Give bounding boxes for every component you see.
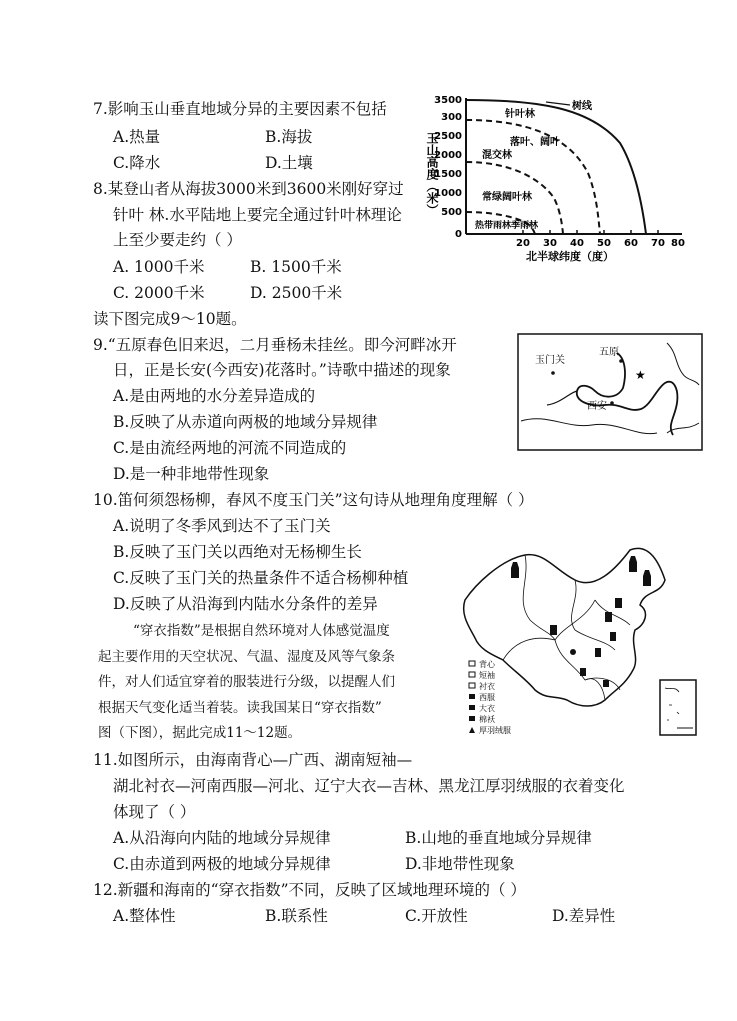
label-evergreen: 常绿阔叶林 (482, 192, 532, 203)
q7-option-c: C.降水 (113, 154, 161, 172)
label-wuyuan: 五原 (599, 347, 619, 358)
q7-option-d: D.土壤 (265, 154, 313, 172)
yumenguan-dot (551, 371, 555, 375)
q12-option-a: A.整体性 (113, 907, 176, 925)
q8-option-b: B. 1500千米 (250, 258, 342, 276)
q9-option-c: C.是由流经两地的河流不同造成的 (113, 439, 347, 457)
x-tick: 20 (516, 238, 530, 249)
y-tick: 2000 (434, 150, 462, 161)
q8-option-d: D. 2500千米 (250, 284, 343, 302)
wuyuan-xian-map (517, 333, 703, 451)
treeline-curve (466, 100, 646, 234)
q10-option-a: A.说明了冬季风到达不了玉门关 (113, 517, 331, 535)
legend-icon (469, 727, 475, 733)
passage-line1: “穿衣指数”是根据自然环境对人体感觉温度 (133, 623, 390, 639)
q8-option-a: A. 1000千米 (113, 258, 205, 276)
x-tick: 50 (597, 238, 611, 249)
legend-item: 大衣 (479, 704, 495, 713)
q11-line2: 湖北衬衣—河南西服—河北、辽宁大衣—吉林、黑龙江厚羽绒服的衣着变化 (113, 777, 625, 795)
y-tick: 3500 (434, 95, 462, 106)
intro-9-10: 读下图完成9～10题。 (93, 310, 247, 328)
label-yumenguan: 玉门关 (535, 355, 565, 366)
legend-icon (469, 705, 475, 710)
yushan-xlabel: 北半球纬度（度） (526, 250, 614, 263)
q11-line1: 11.如图所示，由海南背心—广西、湖南短袖— (93, 751, 413, 769)
x-tick: 30 (543, 238, 557, 249)
y-tick: 1500 (434, 169, 462, 180)
china-clothing-index-map (455, 540, 700, 745)
q10-option-c: C.反映了玉门关的热量条件不适合杨柳种植 (113, 569, 409, 587)
q11-option-b: B.山地的垂直地域分异规律 (405, 829, 592, 847)
beijing-star-icon: ★ (635, 368, 646, 382)
q10-option-b: B.反映了玉门关以西绝对无杨柳生长 (113, 543, 362, 561)
label-treeline: 树线 (572, 101, 592, 112)
passage-line4: 根据天气变化适当着装。读我国某日“穿衣指数” (98, 700, 382, 716)
legend-item: 短袖 (479, 671, 495, 680)
y-tick: 500 (441, 207, 462, 218)
y-tick: 0 (455, 229, 462, 240)
q8-line1: 8.某登山者从海拔3000米到3600米刚好穿过 (93, 180, 404, 198)
legend-icon (469, 716, 475, 721)
q9-line2: 日，正是长安(今西安)花落时。”诗歌中描述的现象 (113, 361, 451, 379)
q10-option-d: D.反映了从沿海到内陆水分条件的差异 (113, 595, 378, 613)
x-tick: 70 (651, 238, 665, 249)
clothing-legend (469, 659, 511, 735)
y-tick: 2500 (434, 131, 462, 142)
legend-icon (469, 661, 475, 666)
passage-line2: 起主要作用的天空状况、气温、湿度及风等气象条 (98, 649, 395, 665)
label-conifer: 针叶林 (505, 109, 535, 120)
x-tick: 60 (624, 238, 638, 249)
q9-option-d: D.是一种非地带性现象 (113, 465, 270, 483)
x-tick: 40 (570, 238, 584, 249)
legend-item: 背心 (479, 660, 495, 669)
legend-item: 西服 (479, 693, 495, 702)
legend-item: 厚羽绒服 (479, 726, 511, 735)
q8-option-c: C. 2000千米 (113, 284, 205, 302)
legend-icon (469, 683, 475, 688)
label-mixed1: 落叶、阔叶 (510, 137, 560, 148)
label-mixed2: 混交林 (482, 150, 512, 161)
wuyuan-dot (619, 359, 623, 363)
xian-dot (610, 401, 614, 405)
q7-stem: 7.影响玉山垂直地域分异的主要因素不包括 (93, 100, 387, 118)
q9-line1: 9.“五原春色旧来迟，二月垂杨未挂丝。即今河畔冰开 (93, 336, 457, 354)
q11-option-d: D.非地带性现象 (405, 855, 515, 873)
y-tick: 1000 (434, 188, 462, 199)
q7-option-b: B.海拔 (265, 128, 313, 146)
y-tick: 300 (441, 112, 462, 123)
legend-icon (469, 694, 475, 699)
q7-option-a: A.热量 (113, 128, 161, 146)
q8-line3: 上至少要走约（ ） (113, 231, 242, 249)
q11-line3: 体现了（ ） (113, 803, 196, 821)
passage-line5: 图（下图），据此完成11～12题。 (98, 725, 302, 741)
passage-line3: 件，对人们适宜穿着的服装进行分级，以提醒人们 (98, 674, 395, 690)
x-tick: 80 (671, 238, 685, 249)
q9-option-a: A.是由两地的水分差异造成的 (113, 387, 316, 405)
q11-option-a: A.从沿海向内陆的地域分异规律 (113, 829, 331, 847)
yushan-zonation-diagram (420, 88, 692, 268)
treeline-pointer (546, 102, 570, 105)
q12-option-b: B.联系性 (265, 907, 328, 925)
yushan-ylabel: 玉山高度（米） (425, 132, 439, 216)
q12-option-c: C.开放性 (405, 907, 468, 925)
q8-line2: 针叶 林.水平陆地上要完全通过针叶林理论 (113, 206, 402, 224)
q12-stem: 12.新疆和海南的“穿衣指数”不同，反映了区域地理环境的（ ） (93, 881, 526, 899)
q9-option-b: B.反映了从赤道向两极的地域分异规律 (113, 413, 378, 431)
label-rainforest: 热带雨林季雨林 (475, 221, 539, 231)
legend-item: 棉袄 (479, 715, 495, 724)
q12-option-d: D.差异性 (552, 907, 616, 925)
label-xian: 西安 (587, 401, 607, 412)
q11-option-c: C.由赤道到两极的地域分异规律 (113, 855, 331, 873)
legend-item: 衬衣 (479, 682, 495, 691)
legend-icon (469, 672, 475, 677)
q10-stem: 10.笛何须怨杨柳，春风不度玉门关”这句诗从地理角度理解（ ） (93, 491, 534, 509)
